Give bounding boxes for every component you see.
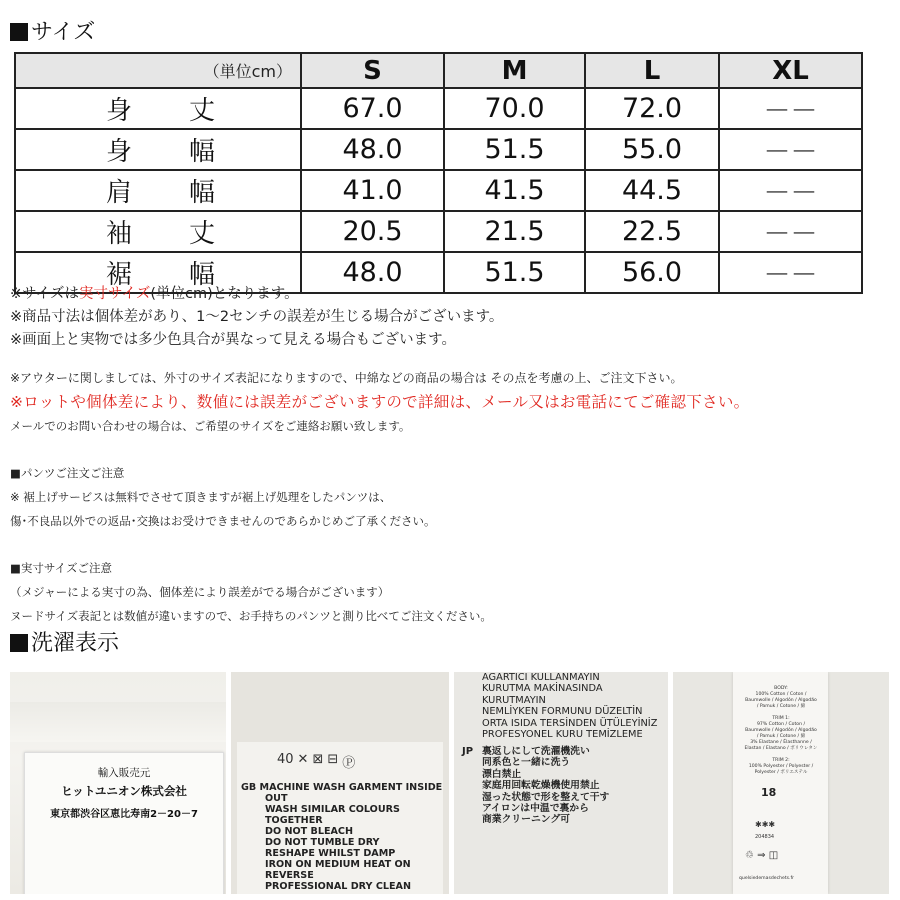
wash-40-icon: 40 [277, 752, 294, 767]
care-stars: ✱✱✱ [755, 820, 776, 829]
importer-caption: 輸入販売元 [97, 767, 151, 779]
table-cell: 56.0 [585, 252, 719, 293]
label-code: 204834 [755, 834, 775, 840]
size-header-l: L [585, 53, 719, 88]
size-header-xl: XL [719, 53, 862, 88]
warning-text: ※ロットや個体差により、数値には誤差がございますので詳細は、メール又はお電話にてご確認下さい。 [10, 393, 750, 411]
actual-notice-line1: （メジャーによる実寸の為、個体差により誤差がでる場合がございます） [10, 585, 390, 599]
table-cell: 51.5 [444, 129, 585, 170]
table-cell: －－ [719, 88, 862, 129]
size-header-s: S [301, 53, 444, 88]
row-label: 袖 丈 [15, 211, 301, 252]
collar-fold [10, 702, 226, 742]
no-bleach-icon: ✕ [297, 752, 309, 767]
table-cell: 72.0 [585, 88, 719, 129]
table-cell: 20.5 [301, 211, 444, 252]
actual-notice-title: ■実寸サイズご注意 [10, 561, 112, 575]
note-actual-size: ※サイズは実寸サイズ(単位cm)となります。 [10, 286, 299, 302]
row-label: 裾 幅 [15, 252, 301, 293]
table-cell: 48.0 [301, 129, 444, 170]
size-header-m: M [444, 53, 585, 88]
table-cell: 67.0 [301, 88, 444, 129]
dry-clean-p-icon: Ⓟ [342, 756, 356, 771]
note-tolerance: ※商品寸法は個体差があり、1～2センチの誤差が生じる場合がございます。 [10, 309, 504, 325]
care-tag-gb [237, 742, 443, 894]
pants-notice-title: ■パンツご注文ご注意 [10, 466, 125, 480]
care-text-tr: AGARTICI KULLANMAYIN KURUTMA MAKİNASINDA KURUTMAYIN NEMLİYKEN FORMUNU DÜZELTİN ORTA ISIDA TERSİNDEN ÜTÜLEYİNİZ PROFESYONEL KURU TEMİZLEME [482, 672, 658, 741]
photo-importer-label [10, 672, 226, 894]
note-outer: ※アウターに関しましては、外寸のサイズ表記になりますので、中綿などの商品の場合は その点を考慮の上、ご注文下さい。 [10, 371, 683, 385]
importer-tag [24, 752, 224, 894]
care-text-gb: GB MACHINE WASH GARMENT INSIDE OUT WASH SIMILAR COLOURS TOGETHER DO NOT BLEACH DO NOT TUMBLE DRY RESHAPE WHILST DAMP IRON ON MEDIUM HEAT ON REVERSE PROFESSIONAL DRY CLEAN [241, 782, 443, 892]
square-bullet-icon [10, 634, 28, 652]
table-row [15, 88, 862, 129]
wash-heading: 洗濯表示 [10, 631, 119, 657]
importer-address: 東京都渋谷区恵比寿南2－20－7 [50, 809, 198, 820]
table-cell: 48.0 [301, 252, 444, 293]
photo-care-label-gb [231, 672, 449, 894]
size-table [14, 52, 863, 294]
table-cell: 22.5 [585, 211, 719, 252]
table-cell: 70.0 [444, 88, 585, 129]
size-table-header-row [15, 53, 862, 88]
table-cell: －－ [719, 211, 862, 252]
row-label: 身 丈 [15, 88, 301, 129]
photo-composition-label [673, 672, 889, 894]
composition-tag [733, 672, 828, 894]
row-label: 身 幅 [15, 129, 301, 170]
care-symbols [277, 752, 355, 771]
table-cell: 41.0 [301, 170, 444, 211]
care-text-jp: 裏返しにして洗濯機洗い 同系色と一緒に洗う 漂白禁止 家庭用回転乾燥機使用禁止 湿った状態で形を整えて干す アイロンは中温で裏から 商業クリーニング可 [482, 746, 610, 826]
pants-notice-line2: 傷･不良品以外での返品･交換はお受けできませんのであらかじめご了承ください。 [10, 514, 436, 528]
table-cell: 55.0 [585, 129, 719, 170]
jp-code: JP [462, 746, 474, 757]
row-label: 肩 幅 [15, 170, 301, 211]
table-row [15, 211, 862, 252]
unit-label: （単位cm） [15, 53, 301, 88]
table-cell: －－ [719, 170, 862, 211]
no-tumble-dry-icon: ⊠ [312, 752, 324, 767]
table-row [15, 129, 862, 170]
photo-care-label-jp [454, 672, 668, 894]
size-heading: サイズ [10, 20, 95, 46]
square-bullet-icon [10, 23, 28, 41]
table-cell: 41.5 [444, 170, 585, 211]
note-color: ※画面上と実物では多少色具合が異なって見える場合もございます。 [10, 332, 456, 348]
importer-company: ヒットユニオン株式会社 [61, 784, 187, 798]
actual-notice-line2: ヌードサイズ表記とは数値が違いますので、お手持ちのパンツと測り比べてご注文ください。 [10, 609, 492, 623]
iron-medium-icon: ⊟ [327, 752, 339, 767]
table-cell: －－ [719, 129, 862, 170]
table-cell: －－ [719, 252, 862, 293]
table-cell: 44.5 [585, 170, 719, 211]
size-mark: 18 [761, 786, 777, 799]
table-cell: 21.5 [444, 211, 585, 252]
table-row [15, 170, 862, 211]
note-mail: メールでのお問い合わせの場合は、ご希望のサイズをご連絡お願い致します。 [10, 419, 411, 433]
recycle-url: quelsiedemasdechets.fr [739, 876, 795, 881]
composition-text: BODY: 100% Cotton / Coton / Baumwolle / Algodón / Algodão / Pamuk / Cotone / 綿 TRIM 1: 97% Cotton / Coton / Baumwolle / Algodón / Algodão / Pamuk / Cotone / 綿 3% Elastane / Élasthanne / Elastan / Elastano / ポリウレタン TRIM 2: 100% Polyester / Polyester / Polyester / ポリエステル [744, 686, 818, 775]
pants-notice-line1: ※ 裾上げサービスは無料でさせて頂きますが裾上げ処理をしたパンツは、 [10, 490, 392, 504]
recycle-icon: ♲ ⇒ ◫ [745, 850, 779, 861]
table-cell: 51.5 [444, 252, 585, 293]
